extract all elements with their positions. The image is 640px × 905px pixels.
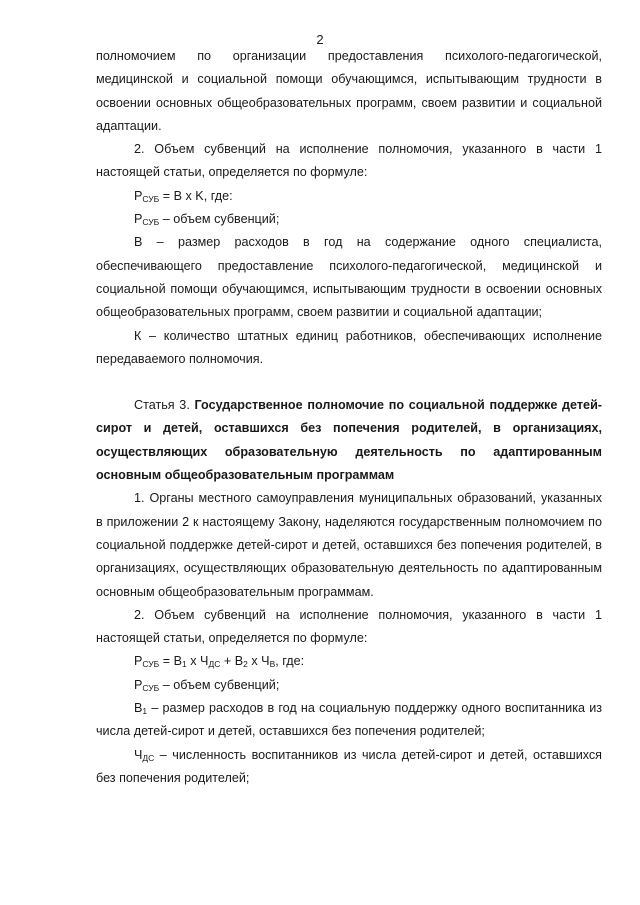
- definition-b1: [96, 697, 602, 744]
- definition-ch-dc: [96, 744, 602, 791]
- formula-2-lhs: P: [134, 654, 143, 669]
- formula-2-ch-v-sub: В: [269, 659, 276, 670]
- definition-k: К – количество штатных единиц работников, обеспечивающих исполнение передаваемого полномочия.: [96, 328, 602, 366]
- definition-psub-2-text: – объем субвенций;: [159, 677, 280, 692]
- definition-b1-text: – размер расходов в год на социальную поддержку одного воспитанника из числа детей-сирот и детей, оставшихся без попечения родителей;: [96, 701, 602, 739]
- definition-ch-dc-symbol: Ч: [134, 747, 143, 762]
- definition-psub-1: [96, 208, 602, 231]
- article-3-prefix: Статья 3.: [134, 398, 190, 413]
- paragraph-continuation: полномочием по организации предоставления психолого-педагогической, медицинской и социальной помощи обучающимся, испытывающим трудности в освоении основных общеобразовательных программ, своем развитии и социальной адаптации.: [96, 49, 602, 133]
- formula-2-lhs-sub: СУБ: [142, 659, 160, 670]
- paragraph-subvention-volume-1: 2. Объем субвенций на исполнение полномочия, указанного в части 1 настоящей статьи, определяется по формуле:: [96, 142, 602, 180]
- definition-psub-2: [96, 674, 602, 697]
- formula-2-x2: x Ч: [247, 654, 270, 669]
- definition-b1-sub: 1: [142, 706, 148, 717]
- formula-2-b1-sub: 1: [182, 659, 187, 670]
- definition-psub-1-sub: СУБ: [142, 217, 160, 228]
- formula-1-rhs: = B x K, где:: [162, 188, 233, 203]
- definition-psub-2-symbol: P: [134, 677, 143, 692]
- definition-psub-1-symbol: P: [134, 212, 143, 227]
- formula-2-eq: = B: [159, 654, 183, 669]
- formula-2-ch-dc-sub: ДС: [208, 659, 221, 670]
- paragraph-local-authorities: 1. Органы местного самоуправления муниципальных образований, указанных в приложении 2 к настоящему Закону, наделяются государственным полномочием по социальной поддержке детей-сирот и детей, оставшихся без попечения родителей, в организациях, осуществляющих образовательную деятельность по адаптированным основным общеобразовательным программам.: [96, 491, 602, 599]
- definition-psub-2-sub: СУБ: [142, 682, 160, 693]
- definition-psub-1-text: – объем субвенций;: [159, 212, 280, 227]
- formula-1: [96, 185, 602, 208]
- definition-b: B – размер расходов в год на содержание одного специалиста, обеспечивающего предоставление психолого-педагогической, медицинской и социальной помощи обучающимся, испытывающим трудности в освоении основных общеобразовательных программ, своем развитии и социальной адаптации;: [96, 235, 602, 320]
- definition-b1-symbol: B: [134, 701, 143, 716]
- paragraph-subvention-volume-2: 2. Объем субвенций на исполнение полномочия, указанного в части 1 настоящей статьи, определяется по формуле:: [96, 607, 602, 646]
- document-body: [96, 45, 602, 790]
- formula-2-b2-sub: 2: [243, 659, 248, 670]
- article-3-title: Государственное полномочие по социальной поддержке детей-сирот и детей, оставшихся без попечения родителей, в организациях, осуществляющих образовательную деятельность по адаптированным основным общеобразовательным программам: [96, 398, 602, 483]
- formula-2-tail: , где:: [275, 654, 305, 669]
- definition-ch-dc-sub: ДС: [142, 752, 155, 763]
- section-gap: [96, 371, 602, 394]
- article-3-heading: [96, 394, 602, 487]
- formula-2-plus: + B: [220, 654, 244, 669]
- definition-ch-dc-text: – численность воспитанников из числа детей-сирот и детей, оставшихся без попечения родителей;: [96, 747, 602, 785]
- formula-2: [96, 650, 602, 673]
- formula-2-x1: x Ч: [186, 654, 209, 669]
- formula-1-lhs: P: [134, 188, 143, 203]
- formula-1-lhs-sub: СУБ: [142, 193, 160, 204]
- page-number: 2: [316, 32, 324, 47]
